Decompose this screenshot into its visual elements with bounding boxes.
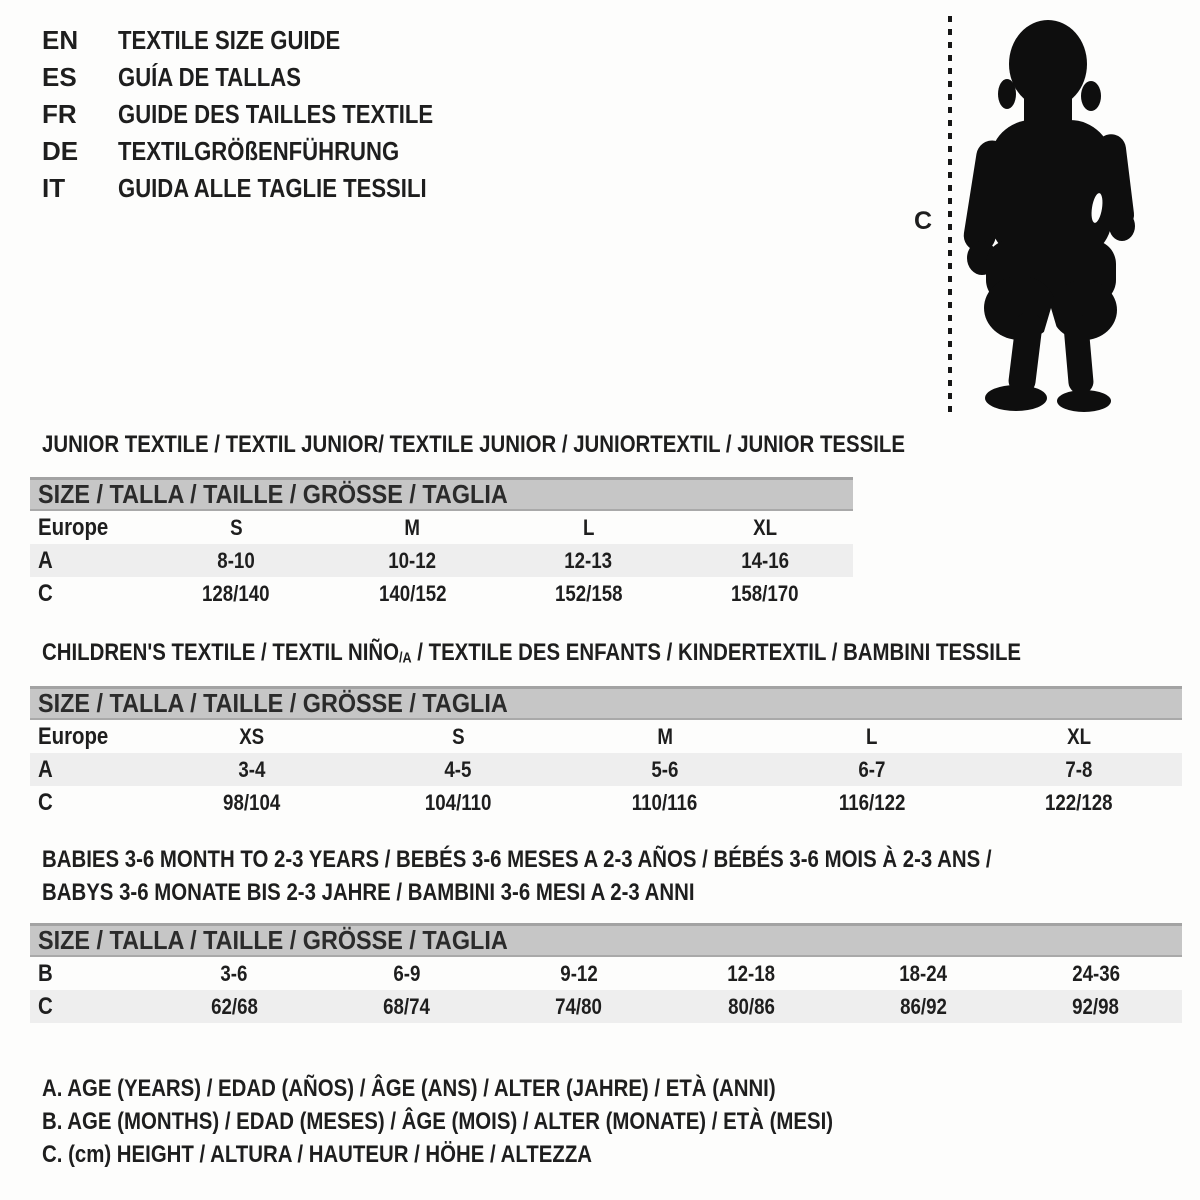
height-dashed-line xyxy=(948,16,952,414)
size-cell xyxy=(562,720,769,753)
children-row-height xyxy=(30,786,1182,819)
legend-line-a xyxy=(42,1072,973,1105)
age-cell xyxy=(355,753,562,786)
legend-text: B. AGE (MONTHS) / EDAD (MESES) / ÂGE (MOIS) / ALTER (MONATE) / ETÀ (MESI) xyxy=(42,1108,834,1135)
size-value: L xyxy=(582,515,595,540)
height-value: 158/170 xyxy=(731,581,799,606)
age-value: 7-8 xyxy=(1065,757,1093,782)
children-section-title xyxy=(42,640,1194,672)
height-value: 80/86 xyxy=(727,994,775,1019)
row-label xyxy=(30,786,148,819)
size-cell xyxy=(355,720,562,753)
lang-row-de xyxy=(42,133,489,170)
lang-code: IT xyxy=(42,173,66,203)
children-row-europe xyxy=(30,720,1182,753)
height-value: 152/158 xyxy=(554,581,623,606)
height-cell xyxy=(493,990,665,1023)
lang-row-fr xyxy=(42,96,489,133)
size-cell xyxy=(148,511,324,544)
size-value: L xyxy=(866,724,878,749)
height-value: 110/116 xyxy=(632,790,698,815)
height-cell xyxy=(320,990,492,1023)
months-cell xyxy=(665,957,837,990)
size-value: M xyxy=(404,515,421,540)
months-cell xyxy=(320,957,492,990)
lang-title: GUIDE DES TAILLES TEXTILE xyxy=(118,99,434,129)
size-header-label: SIZE / TALLA / TAILLE / GRÖSSE / TAGLIA xyxy=(38,479,508,509)
junior-row-europe xyxy=(30,511,853,544)
height-value: 140/152 xyxy=(378,581,447,606)
junior-title-text: JUNIOR TEXTILE / TEXTIL JUNIOR/ TEXTILE JUNIOR / JUNIORTEXTIL / JUNIOR TESSILE xyxy=(42,431,905,458)
height-cell xyxy=(148,786,355,819)
age-value: 12-13 xyxy=(564,548,613,573)
legend-text: C. (cm) HEIGHT / ALTURA / HAUTEUR / HÖHE / ALTEZZA xyxy=(42,1141,593,1168)
legend-line-c xyxy=(42,1138,973,1171)
babies-title-text-1: BABIES 3-6 MONTH TO 2-3 YEARS / BEBÉS 3-6 MESES A 2-3 AÑOS / BÉBÉS 3-6 MOIS À 2-3 ANS / xyxy=(42,846,992,873)
height-value: 74/80 xyxy=(555,994,603,1019)
size-header-band xyxy=(30,477,853,511)
age-cell xyxy=(677,544,853,577)
months-value: 6-9 xyxy=(392,961,421,986)
size-cell xyxy=(148,720,355,753)
height-cell xyxy=(355,786,562,819)
age-value: 6-7 xyxy=(858,757,886,782)
height-cell xyxy=(1010,990,1182,1023)
age-cell xyxy=(768,753,975,786)
lang-title: TEXTILGRÖßENFÜHRUNG xyxy=(118,136,400,166)
height-cell xyxy=(768,786,975,819)
row-label-text: A xyxy=(38,756,53,783)
children-title-prefix: CHILDREN'S TEXTILE / TEXTIL NIÑO xyxy=(42,639,399,666)
age-value: 5-6 xyxy=(651,757,679,782)
months-value: 24-36 xyxy=(1071,961,1120,986)
size-header-band xyxy=(30,923,1182,957)
baby-silhouette-icon xyxy=(960,12,1144,416)
months-value: 9-12 xyxy=(560,961,598,986)
row-label xyxy=(30,753,148,786)
lang-title: GUIDA ALLE TAGLIE TESSILI xyxy=(118,173,427,203)
lang-row-it xyxy=(42,170,489,207)
size-value: XL xyxy=(1066,724,1091,749)
babies-section-title-line1 xyxy=(42,847,1159,873)
babies-row-height xyxy=(30,990,1182,1023)
row-label xyxy=(30,544,148,577)
row-label xyxy=(30,957,148,990)
lang-row-en xyxy=(42,22,489,59)
height-value: 98/104 xyxy=(222,790,280,815)
height-cell xyxy=(837,990,1009,1023)
months-cell xyxy=(837,957,1009,990)
age-value: 8-10 xyxy=(217,548,255,573)
babies-section-title-line2 xyxy=(42,880,810,906)
babies-row-months xyxy=(30,957,1182,990)
size-cell xyxy=(324,511,500,544)
height-cell xyxy=(148,577,324,610)
height-cell xyxy=(148,990,320,1023)
size-cell xyxy=(501,511,677,544)
months-cell xyxy=(148,957,320,990)
age-value: 3-4 xyxy=(237,757,265,782)
height-value: 86/92 xyxy=(900,994,947,1019)
children-size-table xyxy=(30,686,1182,819)
junior-row-height xyxy=(30,577,853,610)
children-row-age xyxy=(30,753,1182,786)
height-cell xyxy=(677,577,853,610)
lang-title: TEXTILE SIZE GUIDE xyxy=(118,25,341,55)
row-label-text: C xyxy=(38,580,53,607)
row-label xyxy=(30,577,148,610)
row-label-text: C xyxy=(38,993,53,1020)
row-label-text: B xyxy=(38,960,53,987)
height-value: 68/74 xyxy=(383,994,430,1019)
age-cell xyxy=(324,544,500,577)
legend-line-b xyxy=(42,1105,973,1138)
height-cell xyxy=(562,786,769,819)
size-cell xyxy=(975,720,1182,753)
row-label-text: Europe xyxy=(38,723,109,750)
size-cell xyxy=(677,511,853,544)
height-value: 92/98 xyxy=(1072,994,1120,1019)
size-header-label: SIZE / TALLA / TAILLE / GRÖSSE / TAGLIA xyxy=(38,925,508,955)
size-value: XS xyxy=(238,724,264,749)
row-label xyxy=(30,511,148,544)
age-value: 10-12 xyxy=(388,548,437,573)
age-cell xyxy=(501,544,677,577)
months-cell xyxy=(493,957,665,990)
row-label-text: A xyxy=(38,547,53,574)
size-header-label: SIZE / TALLA / TAILLE / GRÖSSE / TAGLIA xyxy=(38,688,508,718)
lang-code: DE xyxy=(42,136,79,166)
language-title-list xyxy=(42,22,489,207)
age-value: 14-16 xyxy=(740,548,789,573)
size-header-band xyxy=(30,686,1182,720)
age-cell xyxy=(562,753,769,786)
months-cell xyxy=(1010,957,1182,990)
height-cell xyxy=(501,577,677,610)
height-measure-label: C xyxy=(914,207,933,235)
age-cell xyxy=(975,753,1182,786)
children-title-suffix: / TEXTILE DES ENFANTS / KINDERTEXTIL / BAMBINI TESSILE xyxy=(411,639,1022,666)
row-label xyxy=(30,720,148,753)
size-value: XL xyxy=(752,515,777,540)
lang-code: ES xyxy=(42,62,77,92)
height-cell xyxy=(324,577,500,610)
height-value: 62/68 xyxy=(210,994,258,1019)
height-value: 116/122 xyxy=(838,790,906,815)
height-value: 122/128 xyxy=(1044,790,1113,815)
months-value: 12-18 xyxy=(727,961,776,986)
size-value: S xyxy=(229,515,243,540)
age-value: 4-5 xyxy=(444,757,472,782)
row-label-text: Europe xyxy=(38,514,109,541)
babies-title-text-2: BABYS 3-6 MONATE BIS 2-3 JAHRE / BAMBINI 3-6 MESI A 2-3 ANNI xyxy=(42,879,695,906)
age-cell xyxy=(148,544,324,577)
height-value: 104/110 xyxy=(424,790,492,815)
size-value: S xyxy=(451,724,465,749)
height-value: 128/140 xyxy=(202,581,270,606)
junior-row-age xyxy=(30,544,853,577)
row-label-text: C xyxy=(38,789,53,816)
lang-row-es xyxy=(42,59,489,96)
junior-size-table xyxy=(30,477,853,610)
height-cell xyxy=(975,786,1182,819)
lang-code: FR xyxy=(42,99,77,129)
junior-section-title xyxy=(42,432,1057,458)
size-value: M xyxy=(657,724,673,749)
children-title-subscript: /A xyxy=(398,650,412,667)
months-value: 3-6 xyxy=(220,961,248,986)
lang-title: GUÍA DE TALLAS xyxy=(118,62,301,92)
age-cell xyxy=(148,753,355,786)
children-title-text xyxy=(42,640,1021,672)
lang-code: EN xyxy=(42,25,79,55)
size-cell xyxy=(768,720,975,753)
months-value: 18-24 xyxy=(899,961,948,986)
babies-size-table xyxy=(30,923,1182,1023)
row-label xyxy=(30,990,148,1023)
legend xyxy=(42,1072,973,1171)
height-cell xyxy=(665,990,837,1023)
legend-text: A. AGE (YEARS) / EDAD (AÑOS) / ÂGE (ANS) / ALTER (JAHRE) / ETÀ (ANNI) xyxy=(42,1075,776,1102)
